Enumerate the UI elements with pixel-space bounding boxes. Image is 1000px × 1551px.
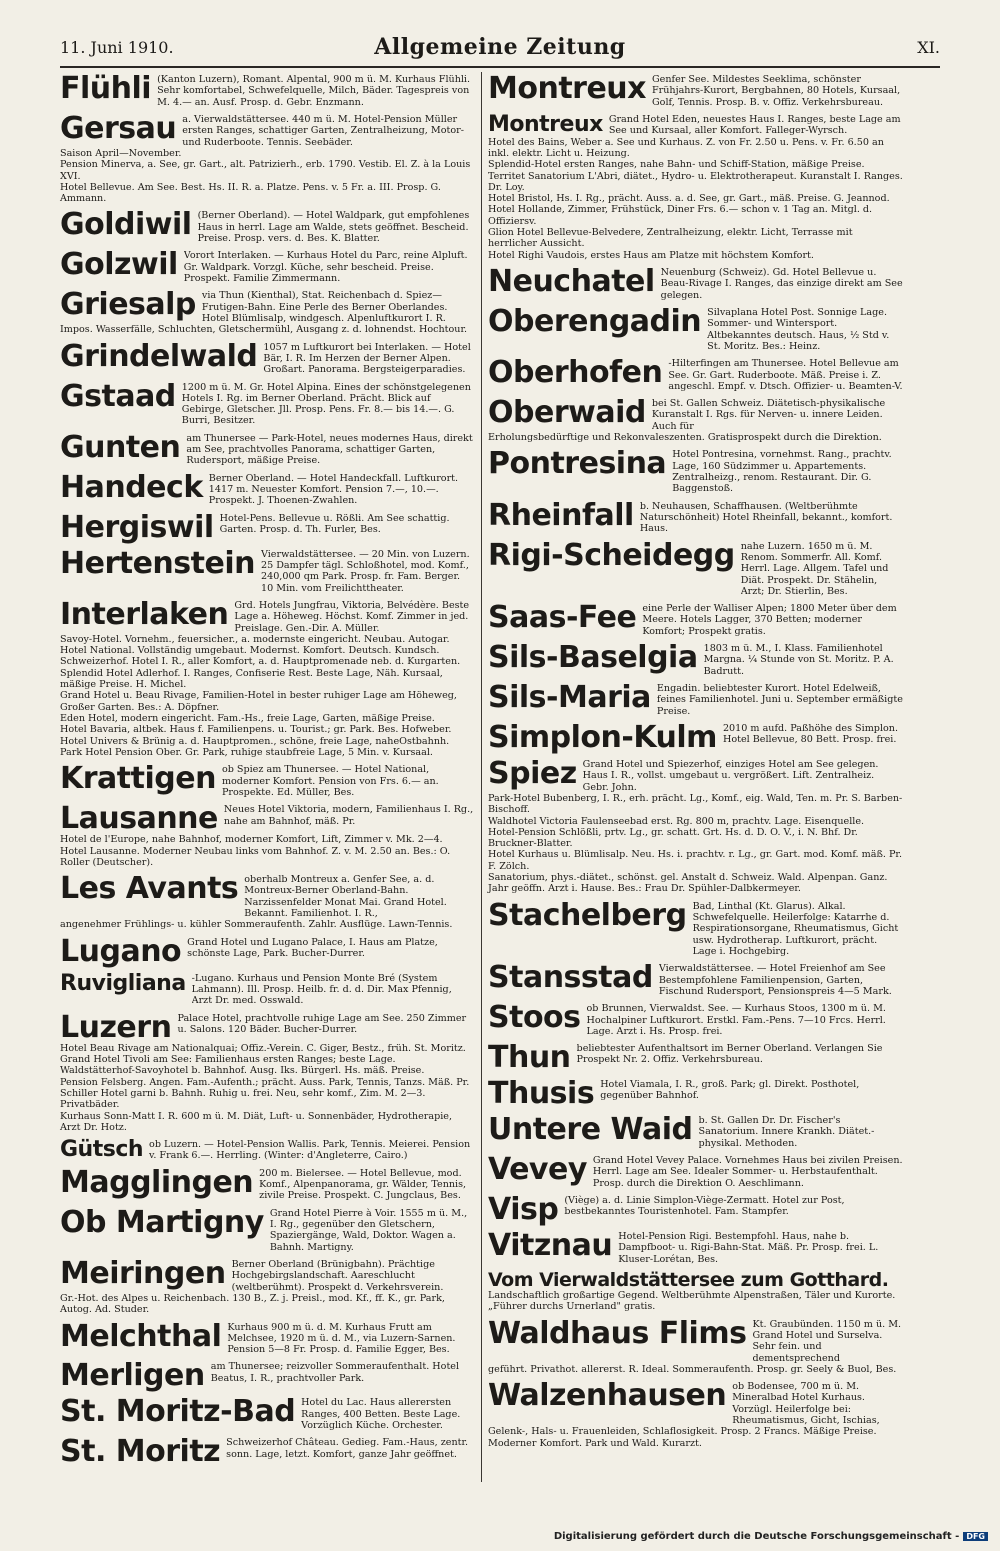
advertisement [488, 111, 903, 261]
advertisement [488, 680, 903, 717]
ad-text: Neues Hotel Viktoria, modern, Familienhaus I. Rg., nahe am Bahnhof, mäß. Pr. [223, 804, 474, 827]
ad-extra-text: Hotel des Bains, Weber a. See und Kurhaus. Z. von Fr. 2.50 u. Pens. v. Fr. 6.50 an inkl. elektr. Licht u. Heizung. Splendid-Hotel ersten Ranges, nahe Bahn- und Schiff-Station, mäßige Preise. Territet Sanatorium L'Abri, diätet., Hydro- u. Elektrotherapeut. Kuranstalt I. Ranges. Dr. Loy. Hotel Bristol, Hs. I. Rg., prächt. Auss. a. d. See, gr. Gart., mäß. Preise. G. Jeannod. Hotel Hollande, Zimmer, Frühstück, Diner Frs. 6.— schon v. 1 Tag an. Mitgl. d. Offiziersv. Glion Hotel Bellevue-Belvedere, Zentralheizung, elektr. Licht, Terrasse mit herrlicher Aussicht. Hotel Righi Vaudois, erstes Haus am Platze mit höchstem Komfort. [488, 136, 903, 261]
advertisement [60, 1009, 475, 1134]
advertisement [60, 110, 475, 205]
place-name: Golzwil [60, 247, 178, 283]
ad-text: Grand Hotel und Spiezerhof, einziges Hotel am See gelegen. Haus I. R., vollst. umgebaut u. vergrößert. Lift. Zentralheiz. Gebr. John. [582, 758, 879, 793]
ad-text: a. Vierwaldstättersee. 440 m ü. M. Hotel-Pension Müller ersten Ranges, schattiger Garten, Zentralheizung, Motor- und Ruderboote. Tennis. Seebäder. [182, 113, 464, 148]
ad-text: ob Luzern. — Hotel-Pension Wallis. Park, Tennis. Meierei. Pension v. Frank 6.—. Herrling. (Winter: d'Angleterre, Cairo.) [149, 1139, 471, 1162]
place-name: Stachelberg [488, 897, 687, 933]
ad-text: Silvaplana Hotel Post. Sonnige Lage. Sommer- und Wintersport. Altbekanntes deutsch. Haus, ½ Std v. St. Moritz. Bes.: Heinz. [707, 306, 890, 352]
ad-text: eine Perle der Walliser Alpen; 1800 Meter über dem Meere. Hotels Lagger, 370 Betten; moderner Komfort; Prospekt gratis. [642, 603, 897, 637]
advertisement [488, 355, 903, 392]
place-name: Oberwaid [488, 395, 646, 431]
ad-extra-text: Saison April—November. Pension Minerva, a. See, gr. Gart., alt. Patrizierh., erb. 1790. Vestib. El. Z. à la Louis XVI. Hotel Bellevue. Am See. Best. Hs. II. R. a. Platze. Pens. v. 5 Fr. a. III. Prosp. G. Ammann. [60, 147, 471, 205]
ad-text: Kurhaus 900 m ü. d. M. Kurhaus Frutt am Melchsee, 1920 m ü. d. M., via Luzern-Sarnen. Pension 5—8 Fr. Prosp. d. Familie Egger, Bes. [227, 1321, 456, 1356]
footer-text: Digitalisierung gefördert durch die Deutsche Forschungsgemeinschaft - [553, 1531, 960, 1542]
place-name: Gütsch [60, 1137, 144, 1163]
place-name: Flühli [60, 71, 152, 106]
advertisement [488, 1112, 903, 1149]
place-name: Krattigen [60, 761, 216, 797]
place-name: Gunten [60, 429, 181, 465]
place-name: Untere Waid [488, 1112, 693, 1148]
place-name: Ob Martigny [60, 1204, 264, 1240]
ad-text: Grand Hotel Vevey Palace. Vornehmes Haus bei zivilen Preisen. Herrl. Lage am See. Idealer Sommer- u. Herbstaufenthalt. Prosp. durch die Direktion O. Aeschlimann. [592, 1155, 903, 1189]
ad-text: Engadin. beliebtester Kurort. Hotel Edelweiß, feines Familienhotel. Juni u. September ermäßigte Preise. [656, 683, 903, 717]
ad-text: (Berner Oberland). — Hotel Waldpark, gut empfohlenes Haus in herrl. Lage am Walde, stets geöffnet. Bescheid. Preise. Prosp. vers. d. Bes. K. Blatter. [197, 210, 470, 245]
left-column [60, 71, 475, 1473]
place-name: Ruvigliana [60, 970, 186, 996]
advertisement [60, 761, 475, 798]
ad-text: ob Brunnen, Vierwaldst. See. — Kurhaus Stoos, 1300 m ü. M. Hochalpiner Luftkurort. Erstkl. Fam.-Pens. 7—10 Frcs. Herrl. Lage. Arzt i. Hs. Prosp. frei. [586, 1003, 886, 1037]
advertisement [488, 719, 903, 755]
advertisement [488, 1040, 903, 1076]
advertisement [60, 338, 475, 376]
advertisement [60, 509, 475, 545]
advertisement [60, 1164, 475, 1202]
column-divider [481, 72, 482, 1482]
advertisement [60, 970, 475, 1007]
place-name: Oberengadin [488, 303, 702, 339]
ad-text: Kt. Graubünden. 1150 m ü. M. Grand Hotel und Surselva. Sehr fein. und dementsprechend [752, 1318, 902, 1364]
advertisement [488, 446, 903, 495]
place-name: Sils-Baselgia [488, 640, 698, 676]
ad-text: ob Bodensee, 700 m ü. M. Mineralbad Hotel Kurhaus. Vorzügl. Heilerfolge bei: Rheumatismus, Gicht, Ischias, [732, 1381, 880, 1427]
place-name: Neuchatel [488, 264, 655, 299]
advertisement [488, 497, 903, 535]
place-name: Luzern [60, 1009, 172, 1045]
place-name: Vitznau [488, 1228, 613, 1263]
header-date: 11. Juni 1910. [60, 38, 174, 57]
ad-text: -Lugano. Kurhaus und Pension Monte Bré (System Lahmann). Ill. Prosp. Heilb. fr. d. d. Dir. Max Pfennig, Arzt Dr. med. Osswald. [191, 972, 452, 1007]
place-name: Hertenstein [60, 545, 255, 581]
place-name: Stansstad [488, 960, 653, 996]
advertisement [60, 801, 475, 868]
ad-text: Grand Hotel und Lugano Palace, I. Haus am Platze, schönste Lage, Park. Bucher-Durrer. [187, 936, 438, 959]
place-name: Vom Vierwaldstättersee zum Gotthard. [488, 1268, 889, 1291]
ad-text: Hotel-Pension Rigi. Bestempfohl. Haus, nahe b. Dampfboot- u. Rigi-Bahn-Stat. Mäß. Pr. Prosp. frei. L. Kluser-Lorétan, Bes. [618, 1231, 879, 1265]
ad-text: Berner Oberland. — Hotel Handeckfall. Luftkurort. 1417 m. Neuester Komfort. Pension 7.—, 10.—. Prospekt. J. Thoenen-Zwahlen. [208, 472, 459, 507]
ad-text: 1057 m Luftkurort bei Interlaken. — Hotel Bär, I. R. Im Herzen der Berner Alpen. Großart. Panorama. Bergsteigerparadies. [263, 341, 471, 376]
place-name: Walzenhausen [488, 1378, 727, 1414]
advertisement [60, 596, 475, 758]
place-name: Vevey [488, 1152, 587, 1188]
ad-text: Schweizerhof Château. Gedieg. Fam.-Haus, zentr. sonn. Lage, letzt. Komfort, ganze Jahr geöffnet. [226, 1437, 469, 1460]
place-name: Waldhaus Flims [488, 1315, 747, 1351]
ad-extra-text: Erholungsbedürftige und Rekonvaleszenten. Gratisprospekt durch die Direktion. [488, 432, 882, 444]
advertisement [488, 1315, 903, 1376]
ad-text: 2010 m aufd. Paßhöhe des Simplon. Hotel Bellevue, 80 Bett. Prosp. frei. [722, 722, 899, 746]
ad-text: (Viège) a. d. Linie Simplon-Viège-Zermatt. Hotel zur Post, bestbekanntes Touristenhotel. Fam. Stampfer. [564, 1195, 845, 1218]
advertisement [488, 897, 903, 958]
advertisement [488, 1076, 903, 1112]
advertisement [488, 264, 903, 301]
place-name: Hergiswil [60, 509, 214, 545]
ad-text: Palace Hotel, prachtvolle ruhige Lage am See. 250 Zimmer u. Salons. 120 Bäder. Bucher-Durrer. [177, 1012, 467, 1035]
place-name: Meiringen [60, 1255, 226, 1291]
place-name: Rigi-Scheidegg [488, 537, 735, 573]
ad-text: 200 m. Bielersee. — Hotel Bellevue, mod. Komf., Alpenpanorama, gr. Wälder, Tennis, zivile Preise. Prospekt. C. Jungclaus, Bes. [259, 1167, 467, 1202]
ad-text: (Kanton Luzern), Romant. Alpental, 900 m ü. M. Kurhaus Flühli. Sehr komfortabel, Schwefelquelle, Milch, Bäder. Tagespreis von M. 4.— an. Ausf. Prosp. d. Gebr. Enzmann. [157, 74, 471, 108]
ad-extra-text: geführt. Privathot. allererst. R. Ideal. Sommeraufenth. Prosp. gr. Seely & Buol, Bes. [488, 1363, 897, 1375]
place-name: Gersau [60, 110, 177, 146]
ad-extra-text: Impos. Wasserfälle, Schluchten, Gletschermühl, Ausgang z. d. lohnendst. Hochtour. [60, 324, 468, 336]
advertisement [60, 933, 475, 969]
ad-text: oberhalb Montreux a. Genfer See, a. d. Montreux-Berner Oberland-Bahn. Narzissenfelder Monat Mai. Grand Hotel. Bekannt. Familienhot. I. R., [244, 874, 447, 920]
page-header [60, 34, 940, 60]
ad-text: Hotel du Lac. Haus allerersten Ranges, 400 Betten. Beste Lage. Vorzüglich Küche. Orchester. [301, 1397, 461, 1432]
advertisement [60, 1434, 475, 1470]
ad-text: Vierwaldstättersee. — Hotel Freienhof am See Bestempfohlene Familienpension, Garten, Fischund Rudersport, Pensionspreis 4—5 Mark. [658, 963, 892, 997]
newspaper-title: Allgemeine Zeitung [374, 34, 626, 60]
place-name: Montreux [488, 111, 603, 137]
place-name: Merligen [60, 1358, 205, 1394]
advertisement [60, 1358, 475, 1394]
place-name: Handeck [60, 469, 203, 505]
advertisement [60, 287, 475, 336]
advertisement [488, 303, 903, 352]
ad-text: Hotel Viamala, I. R., groß. Park; gl. Direkt. Posthotel, gegenüber Bahnhof. [600, 1079, 860, 1102]
ad-text: am Thunersee — Park-Hotel, neues modernes Haus, direkt am See, prachtvolles Panorama, schattiger Garten, Rudersport, mäßige Preise. [186, 432, 473, 467]
ad-text: ob Spiez am Thunersee. — Hotel National, moderner Komfort. Pension von Frs. 6.— an. Prospekte. Ed. Müller, Bes. [221, 764, 439, 798]
place-name: Sils-Maria [488, 680, 651, 715]
ad-extra-text: Park-Hotel Bubenberg, I. R., erh. prächt. Lg., Komf., eig. Wald, Ten. m. Pr. S. Barben-Bischoff. Waldhotel Victoria Faulenseebad erst. Rg. 800 m, prachtv. Lage. Eisenquelle. Hotel-Pension Schlößli, prtv. Lg., gr. schatt. Grt. Hs. d. D. O. V., i. N. Bhf. Dr. Bruckner-Blatter. Hotel Kurhaus u. Blümlisalp. Neu. Hs. i. prachtv. r. Lg., gr. Gart. mod. Komf. mäß. Pr. F. Zölch. Sanatorium, phys.-diätet., schönst. gel. Anstalt d. Schweiz. Wald. Alpenpan. Ganz. Jahr geöffn. Arzt i. Hause. Bes.: Frau Dr. Spühler-Dalbkermeyer. [488, 792, 903, 895]
advertisement [60, 1318, 475, 1356]
ad-extra-text: Savoy-Hotel. Vornehm., feuersicher., a. modernste eingericht. Neubau. Autogar. Hotel National. Vollständig umgebaut. Modernst. Komfort. Deutsch. Kundsch. Schweizerhof. Hotel I. R., aller Komfort, a. d. Hauptpromenade neb. d. Kurgarten. Splendid Hotel Adlerhof. I. Ranges, Confiserie Rest. Beste Lage, Näh. Kursaal, mäßige Preise. H. Michel. Grand Hotel u. Beau Rivage, Familien-Hotel in bester ruhiger Lage am Höheweg, Großer Garten. Bes.: A. Döpfner. Eden Hotel, modern eingericht. Fam.-Hs., freie Lage, Garten, mäßige Preise. Hotel Bavaria, altbek. Haus f. Familienpens. u. Tourist.; gr. Park. Bes. Hofweber. Hotel Univers & Brünig a. d. Hauptpromen., schöne, freie Lage, naheOstbahnh. Park Hotel Pension Ober. Gr. Park, ruhige staubfreie Lage, 5 Min. v. Kursaal. [60, 633, 461, 758]
ad-extra-text: Gelenk-, Hals- u. Frauenleiden, Schlaflosigkeit. Prosp. 2 Francs. Mäßige Preise. Moderner Komfort. Park und Wald. Kurarzt. [488, 1426, 877, 1449]
ad-text: Grand Hotel Pierre à Voir. 1555 m ü. M., I. Rg., gegenüber den Gletschern, Spaziergänge, Wald, Doktor. Wagen a. Bahnh. Martigny. [269, 1207, 468, 1253]
advertisement [488, 1000, 903, 1037]
advertisement [488, 537, 903, 598]
ad-extra-text: angenehmer Frühlings- u. kühler Sommeraufenth. Zahlr. Ausflüge. Lawn-Tennis. [60, 919, 453, 931]
ad-text: nahe Luzern. 1650 m ü. M. Renom. Sommerfr. All. Komf. Herrl. Lage. Allgem. Tafel und Diät. Prospekt. Dr. Stähelin, Arzt; Dr. Stierlin, Bes. [740, 540, 889, 597]
place-name: St. Moritz-Bad [60, 1394, 296, 1430]
place-name: Thusis [488, 1076, 595, 1112]
advertisement [488, 755, 903, 895]
ad-text: Berner Oberland (Brünigbahn). Prächtige Hochgebirgslandschaft. Aareschlucht (weltberühmt). Prospekt d. Verkehrsverein. [231, 1258, 444, 1293]
advertisement [60, 1139, 475, 1162]
advertisement [488, 640, 903, 677]
ad-text: b. St. Gallen Dr. Dr. Fischer's Sanatorium. Innere Krankh. Diätet.-physikal. Methoden. [698, 1115, 875, 1149]
advertisement [488, 1192, 903, 1227]
advertisement [60, 247, 475, 284]
header-rule [60, 66, 940, 68]
place-name: Lugano [60, 933, 182, 969]
ad-extra-text: Hotel de l'Europe, nahe Bahnhof, moderner Komfort, Lift, Zimmer v. Mk. 2—4. Hotel Lausanne. Moderner Neubau links vom Bahnhof. Z. v. M. 2.50 an. Bes.: O. Roller (Deutscher). [60, 834, 451, 868]
advertisement [60, 545, 475, 594]
place-name: Stoos [488, 1000, 581, 1036]
place-name: Griesalp [60, 287, 196, 323]
advertisement [488, 1228, 903, 1265]
advertisement [488, 71, 903, 108]
dfg-footer [554, 1531, 988, 1542]
place-name: Lausanne [60, 801, 218, 837]
ad-text: beliebtester Aufenthaltsort im Berner Oberland. Verlangen Sie Prospekt Nr. 2. Offiz. Verkehrsbureau. [576, 1043, 883, 1066]
advertisement [60, 469, 475, 507]
advertisement [60, 1394, 475, 1432]
advertisement [60, 1255, 475, 1316]
place-name: St. Moritz [60, 1434, 221, 1470]
ad-extra-text: Hotel Beau Rivage am Nationalquai; Offiz.-Verein. C. Giger, Bestz., früh. St. Moritz. Grand Hotel Tivoli am See: Familienhaus ersten Ranges; beste Lage. Waldstätterhof-Savoyhotel b. Bahnhof. Ausg. Iks. Bürgerl. Hs. mäß. Preise. Pension Felsberg. Angen. Fam.-Aufenth.; prächt. Auss. Park, Tennis, Tanzs. Mäß. Pr. Schiller Hotel garni b. Bahnh. Ruhig u. frei. Neu, sehr komf., Zim. M. 2—3. Privatbäder. Kurhaus Sonn-Matt I. R. 600 m ü. M. Diät, Luft- u. Sonnenbäder, Hydrotherapie, Arzt Dr. Hotz. [60, 1042, 470, 1133]
ad-text: Hotel Pontresina, vornehmst. Rang., prachtv. Lage, 160 Südzimmer u. Appartements. Zentralheizg., renom. Restaurant. Dir. G. Baggenstoß. [672, 449, 892, 495]
advertisement [488, 600, 903, 637]
place-name: Oberhofen [488, 355, 663, 391]
place-name: Montreux [488, 71, 647, 106]
place-name: Magglingen [60, 1164, 254, 1200]
advertisement [488, 1378, 903, 1449]
ad-text: bei St. Gallen Schweiz. Diätetisch-physikalische Kuranstalt I. Rgs. für Nerven- u. innere Leiden. Auch für [651, 398, 886, 432]
place-name: Melchthal [60, 1318, 222, 1354]
ad-text: Grand Hotel Eden, neuestes Haus I. Ranges, beste Lage am See und Kursaal, aller Komfort. Falleger-Wyrsch. [608, 113, 901, 137]
place-name: Gstaad [60, 378, 176, 414]
ad-text: Vierwaldstättersee. — 20 Min. von Luzern. 25 Dampfer tägl. Schloßhotel, mod. Komf., 240,000 qm Park. Prosp. fr. Fam. Berger. 10 Min. vom Freilichttheater. [260, 548, 470, 594]
right-column [488, 71, 903, 1455]
advertisement [60, 207, 475, 245]
ad-text: 1200 m ü. M. Gr. Hotel Alpina. Eines der schönstgelegenen Hotels I. Rg. im Berner Oberland. Prächt. Blick auf Gebirge, Gletscher. Jll. Prosp. Pens. Fr. 8.— bis 14.—. G. Burri, Besitzer. [181, 381, 471, 427]
ad-extra-text: Gr.-Hot. des Alpes u. Reichenbach. 130 B., Z. j. Preisl., mod. Kf., ff. K., gr. Park, Autog. Ad. Studer. [60, 1292, 445, 1316]
place-name: Saas-Fee [488, 600, 637, 636]
advertisement [60, 1204, 475, 1253]
ad-text: Neuenburg (Schweiz). Gd. Hotel Bellevue u. Beau-Rivage I. Ranges, das einzige direkt am See gelegen. [660, 267, 903, 301]
place-name: Simplon-Kulm [488, 719, 717, 755]
place-name: Pontresina [488, 446, 667, 482]
ad-text: via Thun (Kienthal), Stat. Reichenbach d. Spiez—Frutigen-Bahn. Eine Perle des Berner Oberlandes. Hotel Blümlisalp, windgesch. Alpenluftkurort I. R. [201, 290, 448, 324]
page-number: XI. [917, 38, 940, 57]
advertisement [488, 1268, 903, 1313]
ad-text: Vorort Interlaken. — Kurhaus Hotel du Parc, reine Alpluft. Gr. Waldpark. Vorzgl. Küche, sehr bescheid. Preise. Prospekt. Familie Zimmermann. [183, 250, 468, 284]
ad-text: 1803 m ü. M., I. Klass. Familienhotel Margna. ¼ Stunde von St. Moritz. P. A. Badrutt. [703, 643, 894, 677]
advertisement [60, 871, 475, 931]
ad-text: Grd. Hotels Jungfrau, Viktoria, Belvédère. Beste Lage a. Höheweg. Höchst. Komf. Zimmer in jed. Preislage. Gen.-Dir. A. Müller. [234, 599, 470, 634]
advertisement [60, 378, 475, 427]
dfg-logo: DFG [963, 1532, 988, 1541]
advertisement [60, 71, 475, 108]
ad-text: am Thunersee; reizvoller Sommeraufenthalt. Hotel Beatus, I. R., prachtvoller Park. [210, 1361, 460, 1384]
place-name: Spiez [488, 755, 577, 791]
ad-text: Bad, Linthal (Kt. Glarus). Alkal. Schwefelquelle. Heilerfolge: Katarrhe d. Respirationsorgane, Rheumatismus, Gicht usw. Hydrotherap. Luftkurort, prächt. Lage i. Hochgebirg. [692, 900, 899, 957]
advertisement [488, 395, 903, 444]
place-name: Visp [488, 1192, 559, 1227]
advertisement [60, 429, 475, 467]
place-name: Grindelwald [60, 338, 258, 374]
ad-text: b. Neuhausen, Schaffhausen. (Weltberühmte Naturschönheit) Hotel Rheinfall, bekannt., komfort. Haus. [639, 500, 893, 535]
ad-text: Genfer See. Mildestes Seeklima, schönster Frühjahrs-Kurort, Bergbahnen, 80 Hotels, Kursaal, Golf, Tennis. Prosp. B. v. Offiz. Verkehrsbureau. [652, 74, 901, 108]
advertisement [488, 1152, 903, 1189]
ad-text: Hotel-Pens. Bellevue u. Rößli. Am See schattig. Garten. Prosp. d. Th. Furler, Bes. [219, 512, 450, 535]
ad-extra-text: Landschaftlich großartige Gegend. Weltberühmte Alpenstraßen, Täler und Kurorte. „Führer durchs Urnerland" gratis. [488, 1289, 896, 1313]
place-name: Goldiwil [60, 207, 192, 243]
ad-text: -Hilterfingen am Thunersee. Hotel Bellevue am See. Gr. Gart. Ruderboote. Mäß. Preise i. Z. angeschl. Empf. v. Dtsch. Offizier- u. Beamten-V. [668, 358, 903, 392]
place-name: Rheinfall [488, 497, 634, 533]
place-name: Les Avants [60, 871, 239, 907]
advertisement [488, 960, 903, 997]
place-name: Interlaken [60, 596, 229, 632]
place-name: Thun [488, 1040, 571, 1076]
